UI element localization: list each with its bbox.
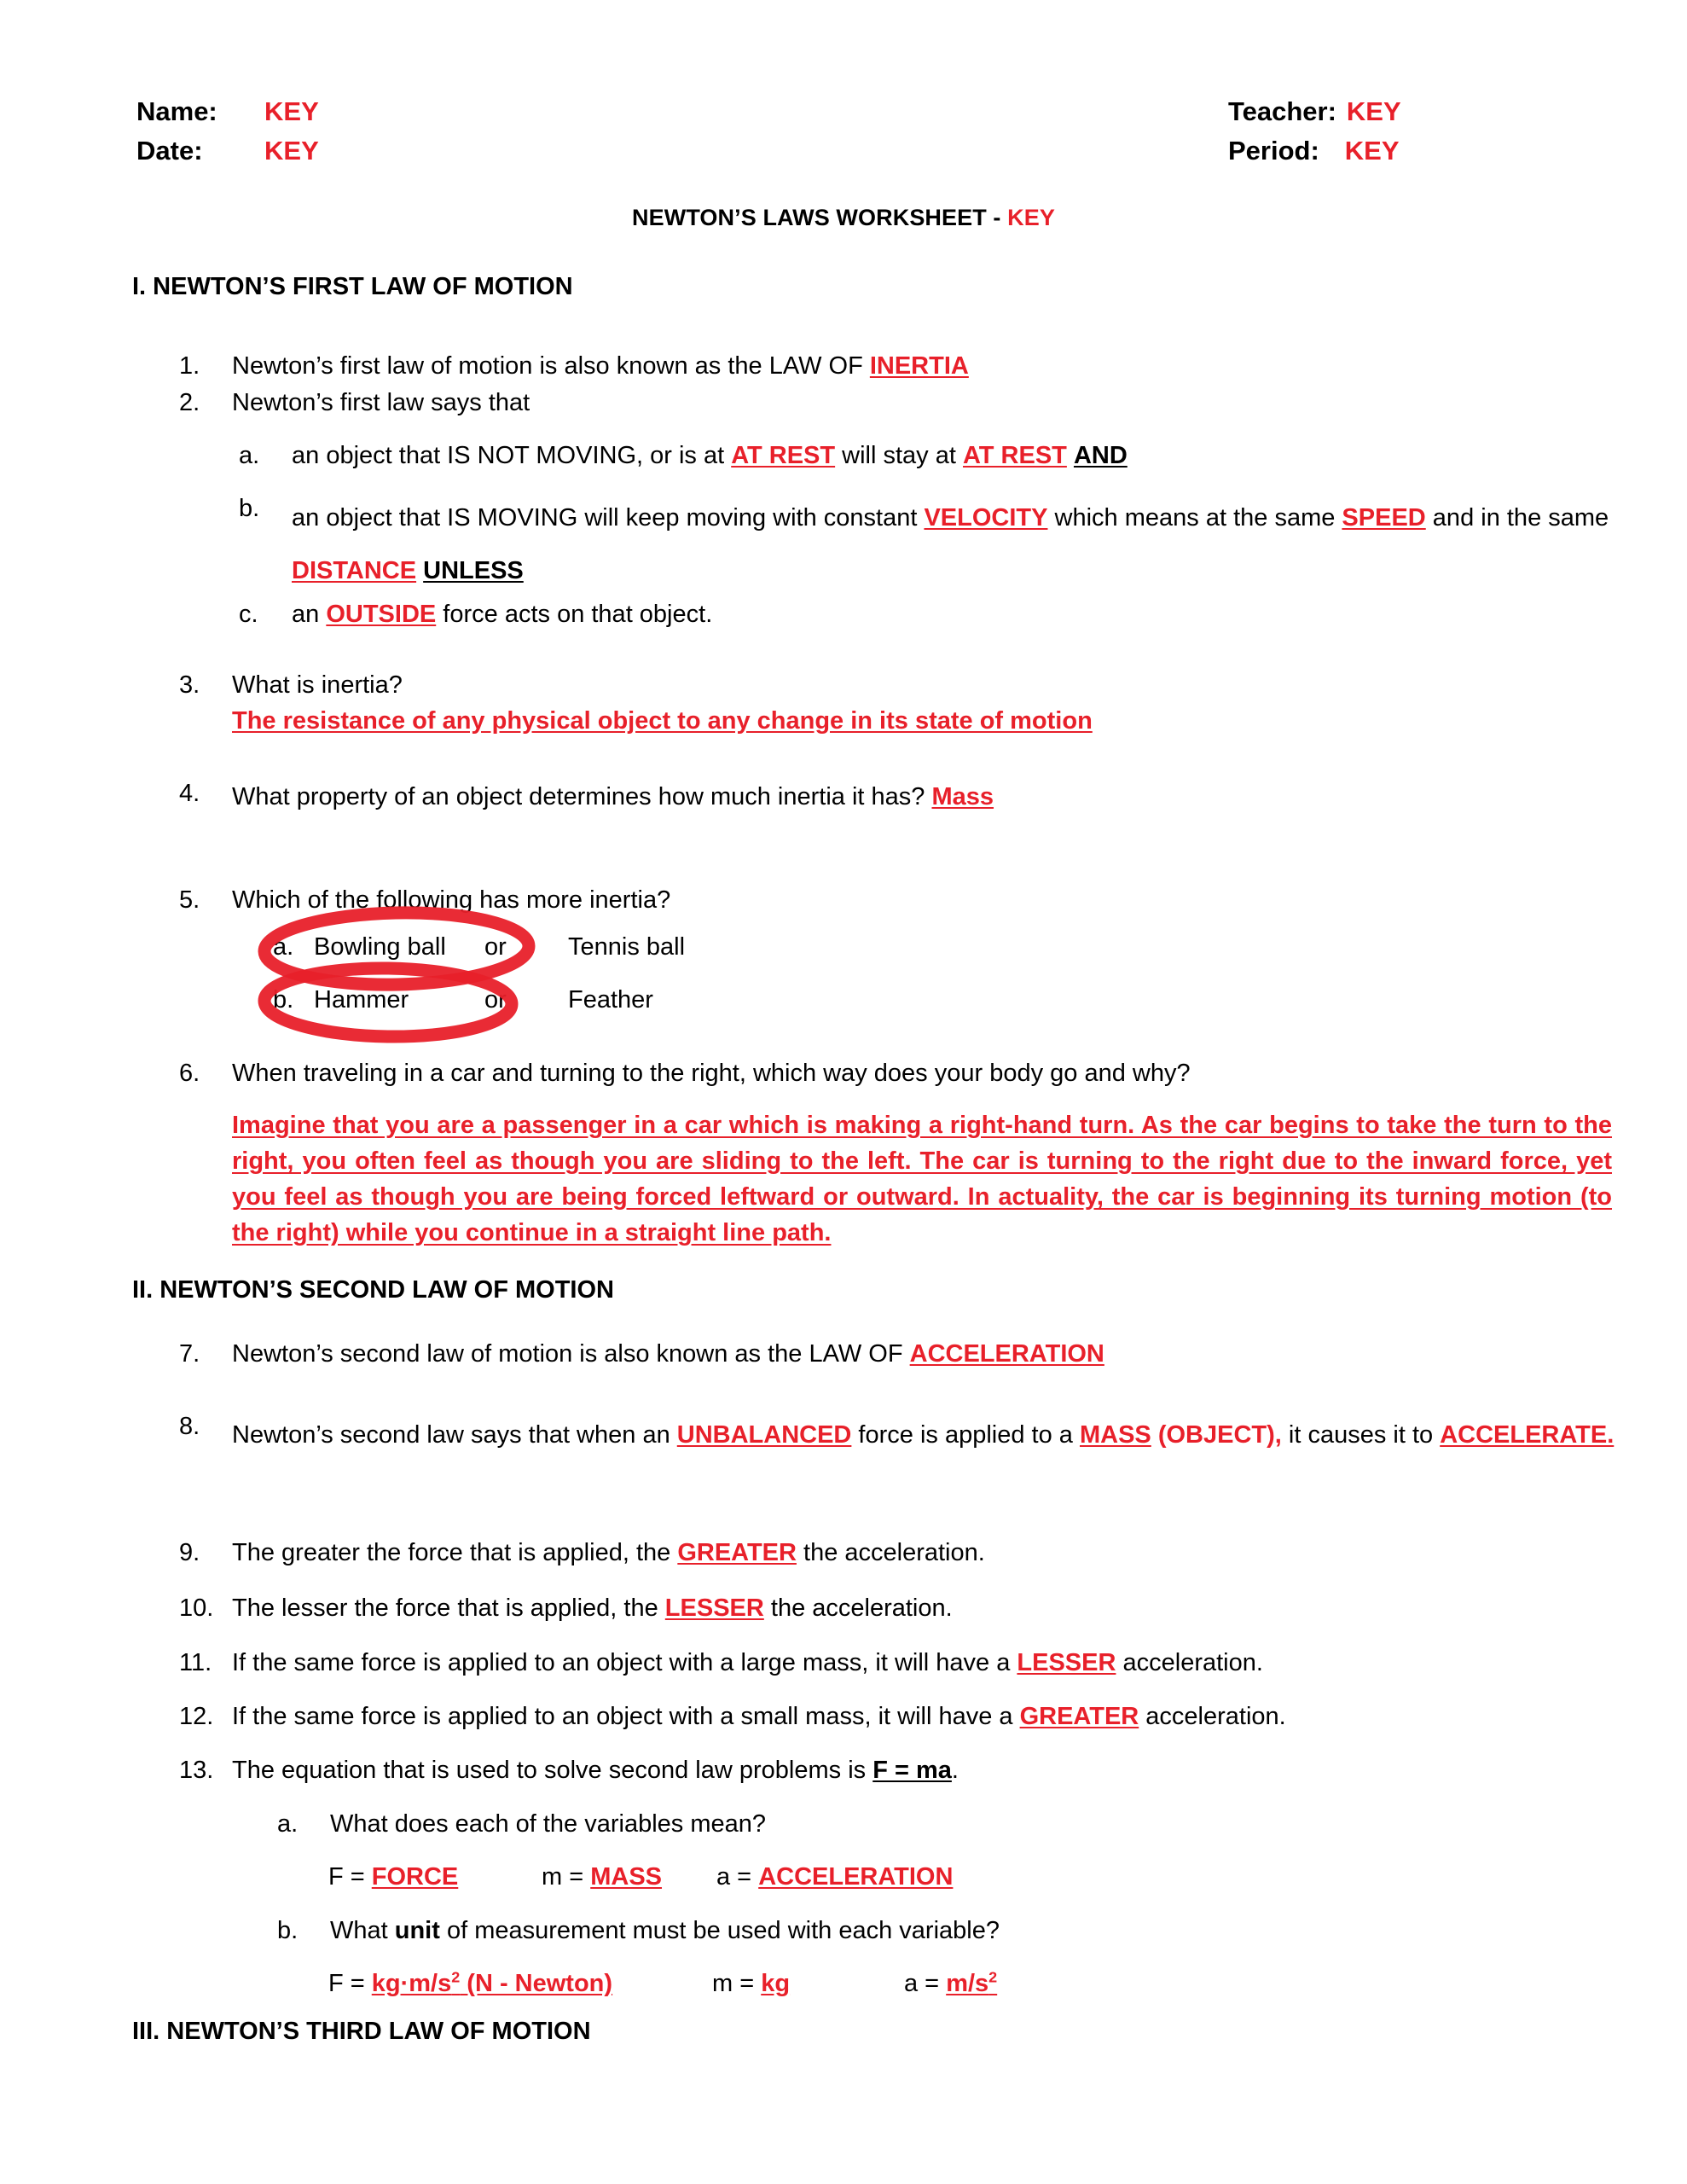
section-heading-third-law: III. NEWTON’S THIRD LAW OF MOTION	[132, 2018, 591, 2045]
section-heading-first-law: I. NEWTON’S FIRST LAW OF MOTION	[132, 273, 573, 300]
question-2b	[239, 491, 1620, 597]
section-heading-second-law: II. NEWTON’S SECOND LAW OF MOTION	[132, 1276, 614, 1304]
q2b-answer-2: SPEED	[1342, 504, 1426, 531]
question-7-text: Newton’s second law of motion is also known as the LAW OF	[232, 1340, 910, 1368]
variable-a-meaning	[716, 1860, 953, 1894]
unit-f	[328, 1966, 712, 2001]
period-row	[1228, 131, 1401, 171]
question-13b	[277, 1914, 1608, 1948]
question-9	[179, 1536, 1612, 1570]
variable-f-value: FORCE	[371, 1863, 459, 1891]
question-6-answer: Imagine that you are a passenger in a car which is making a right-hand turn. As the car begins to take the turn to the right, you often feel as though you are sliding to the left. The car is turning to the right due to the inward force, yet you feel as though you are being forced leftward or outward. In actuality, the car is beginning its turning motion (to the right) while you continue in a straight line path.	[232, 1112, 1612, 1246]
question-3-answer: The resistance of any physical object to any change in its state of motion	[232, 707, 1093, 735]
teacher-value: KEY	[1346, 96, 1401, 126]
question-10	[179, 1591, 1612, 1625]
question-13b-letter: b.	[277, 1917, 299, 1944]
q8-answer-2b: (OBJECT),	[1151, 1421, 1282, 1449]
q8-text-3: it causes it to	[1281, 1421, 1441, 1449]
unit-a-value-pre: m/s	[946, 1970, 989, 1997]
q8-answer-1: UNBALANCED	[676, 1421, 852, 1449]
question-8-body	[232, 1409, 1629, 1461]
question-11	[179, 1646, 1612, 1680]
question-10-number: 10.	[179, 1594, 214, 1622]
question-6-text: When traveling in a car and turning to the right, which way does your body go and why?	[232, 1060, 1191, 1087]
question-4-text: What property of an object determines how much inertia it has?	[232, 783, 925, 810]
q2c-text-1: an	[292, 601, 327, 628]
unit-m-value: kg	[761, 1970, 791, 1997]
q2b-text-4	[416, 557, 423, 584]
worksheet-header	[0, 92, 1687, 171]
variable-a-label: a =	[716, 1863, 759, 1891]
question-13b-body	[330, 1914, 1608, 1948]
question-9-body	[232, 1536, 1612, 1570]
unit-a-value-sup: 2	[988, 1968, 998, 1986]
choice-a-option1[interactable]: Bowling ball	[314, 933, 446, 961]
unit-a-value	[946, 1970, 997, 1997]
date-row	[136, 131, 319, 171]
choice-row-b[interactable]	[273, 983, 653, 1017]
q2a-answer-2: AT REST	[962, 442, 1067, 469]
question-8	[179, 1409, 1629, 1461]
q2a-answer-1: AT REST	[731, 442, 836, 469]
question-4-body	[232, 776, 1612, 814]
variable-f-label: F =	[328, 1863, 372, 1891]
q13-text-1: The equation that is used to solve second law problems is	[232, 1757, 873, 1784]
unit-f-value	[372, 1970, 612, 1997]
choice-a-connector: or	[484, 933, 507, 961]
q2a-text-2: will stay at	[835, 442, 963, 469]
question-7-body	[232, 1337, 1612, 1371]
date-value: KEY	[264, 136, 319, 166]
unit-f-value-pre: kg·m/s	[371, 1970, 452, 1997]
question-3-number: 3.	[179, 671, 200, 699]
question-2a	[239, 439, 1620, 473]
question-1-body	[232, 349, 1612, 383]
choice-b-option1[interactable]: Hammer	[314, 986, 409, 1014]
q2b-text-3: and in the same	[1425, 504, 1609, 531]
variables-meaning-row	[328, 1860, 953, 1894]
question-13a-text: What does each of the variables mean?	[330, 1810, 767, 1838]
date-label: Date:	[136, 136, 203, 166]
question-4-number: 4.	[179, 780, 200, 807]
variable-units-row	[328, 1966, 997, 2001]
question-7-answer: ACCELERATION	[909, 1340, 1104, 1368]
q8-text-1: Newton’s second law says that when an	[232, 1421, 677, 1449]
q11-text-2: acceleration.	[1116, 1649, 1263, 1676]
q2c-text-2: force acts on that object.	[436, 601, 713, 628]
question-13-body	[232, 1753, 1612, 1787]
question-5	[179, 883, 1612, 917]
page-title-key: KEY	[1007, 205, 1055, 230]
q2b-answer-1: VELOCITY	[924, 504, 1048, 531]
question-2-number: 2.	[179, 389, 200, 416]
page-title	[0, 205, 1687, 231]
q13b-text-pre: What	[330, 1917, 395, 1944]
question-2b-body	[292, 491, 1620, 597]
student-info-block	[136, 92, 319, 171]
q2a-text-1: an object that IS NOT MOVING, or is at	[292, 442, 732, 469]
q8-text-2: force is applied to a	[851, 1421, 1080, 1449]
q10-text-2: the acceleration.	[763, 1594, 953, 1622]
teacher-label: Teacher:	[1228, 96, 1336, 126]
variable-f-meaning	[328, 1860, 542, 1894]
question-2a-body	[292, 439, 1620, 473]
choice-a-letter: a.	[273, 933, 294, 961]
choice-b-option2[interactable]: Feather	[568, 986, 653, 1014]
question-3	[179, 668, 1612, 738]
q8-answer-2: MASS	[1079, 1421, 1151, 1449]
question-5-text: Which of the following has more inertia?	[232, 886, 671, 914]
question-1-text: Newton’s first law of motion is also known as the LAW OF	[232, 352, 870, 380]
question-13-number: 13.	[179, 1757, 214, 1784]
question-12-body	[232, 1699, 1612, 1734]
question-13	[179, 1753, 1612, 1787]
variable-m-label: m =	[542, 1863, 591, 1891]
period-label: Period:	[1228, 136, 1319, 166]
question-6-number: 6.	[179, 1060, 200, 1087]
unit-m-label: m =	[712, 1970, 762, 1997]
teacher-row	[1228, 92, 1401, 131]
q12-text-1: If the same force is applied to an object with a small mass, it will have a	[232, 1703, 1020, 1730]
name-row	[136, 92, 319, 131]
q10-text-1: The lesser the force that is applied, the	[232, 1594, 665, 1622]
unit-f-label: F =	[328, 1970, 372, 1997]
choice-b-letter: b.	[273, 986, 294, 1014]
name-value: KEY	[264, 96, 319, 126]
question-12	[179, 1699, 1612, 1734]
question-2c	[239, 597, 1620, 631]
variable-a-value: ACCELERATION	[758, 1863, 954, 1891]
q2a-text-3	[1067, 442, 1074, 469]
choice-b-connector: or	[484, 986, 507, 1014]
q2b-answer-4: UNLESS	[423, 557, 524, 584]
q13b-text-post: of measurement must be used with each variable?	[439, 1917, 1000, 1944]
question-11-number: 11.	[179, 1649, 212, 1676]
question-1-number: 1.	[179, 352, 200, 380]
question-9-number: 9.	[179, 1539, 200, 1566]
question-6	[179, 1056, 1612, 1090]
question-5-number: 5.	[179, 886, 200, 914]
q2c-answer-1: OUTSIDE	[326, 601, 437, 628]
question-3-text: What is inertia?	[232, 671, 403, 699]
q2b-text-2: which means at the same	[1047, 504, 1342, 531]
q13b-text-bold: unit	[394, 1917, 440, 1944]
q9-answer: GREATER	[677, 1539, 797, 1566]
variable-m-value: MASS	[590, 1863, 663, 1891]
choice-row-a[interactable]	[273, 930, 685, 964]
q12-text-2: acceleration.	[1139, 1703, 1286, 1730]
question-2c-body	[292, 597, 1620, 631]
q2b-text-1: an object that IS MOVING will keep moving with constant	[292, 504, 925, 531]
q11-answer: LESSER	[1017, 1649, 1116, 1676]
name-label: Name:	[136, 96, 217, 126]
question-1	[179, 349, 1612, 383]
q12-answer: GREATER	[1019, 1703, 1139, 1730]
unit-f-value-sup: 2	[451, 1968, 461, 1986]
q9-text-2: the acceleration.	[796, 1539, 985, 1566]
q2a-answer-3: AND	[1073, 442, 1128, 469]
question-7-number: 7.	[179, 1340, 200, 1368]
question-2c-letter: c.	[239, 601, 258, 628]
question-4	[179, 776, 1612, 814]
question-3-body	[232, 668, 1612, 738]
choice-a-option2[interactable]: Tennis ball	[568, 933, 686, 961]
question-2a-letter: a.	[239, 442, 260, 469]
unit-m	[712, 1966, 904, 2001]
question-11-body	[232, 1646, 1612, 1680]
q11-text-1: If the same force is applied to an object with a large mass, it will have a	[232, 1649, 1017, 1676]
class-info-block	[1228, 92, 1401, 171]
q10-answer: LESSER	[664, 1594, 764, 1622]
q13-text-2: .	[951, 1757, 959, 1784]
question-12-number: 12.	[179, 1703, 214, 1730]
question-2	[179, 386, 1612, 420]
question-2-text: Newton’s first law says that	[232, 389, 530, 416]
q2b-answer-3: DISTANCE	[292, 557, 417, 584]
variable-m-meaning	[542, 1860, 716, 1894]
question-1-answer: INERTIA	[869, 352, 969, 380]
question-8-number: 8.	[179, 1413, 200, 1440]
question-13a-letter: a.	[277, 1810, 299, 1838]
question-7	[179, 1337, 1612, 1371]
question-4-answer: Mass	[931, 783, 994, 810]
q9-text-1: The greater the force that is applied, the	[232, 1539, 678, 1566]
q8-answer-3: ACCELERATE.	[1440, 1421, 1615, 1449]
question-13a	[277, 1807, 1608, 1841]
question-2b-letter: b.	[239, 495, 260, 522]
period-value: KEY	[1344, 136, 1400, 166]
unit-a	[904, 1966, 997, 2001]
unit-a-label: a =	[904, 1970, 947, 1997]
q13-equation: F = ma	[872, 1757, 952, 1784]
page-title-text: NEWTON’S LAWS WORKSHEET -	[632, 205, 1008, 230]
unit-f-value-post: (N - Newton)	[460, 1970, 613, 1997]
question-10-body	[232, 1591, 1612, 1625]
